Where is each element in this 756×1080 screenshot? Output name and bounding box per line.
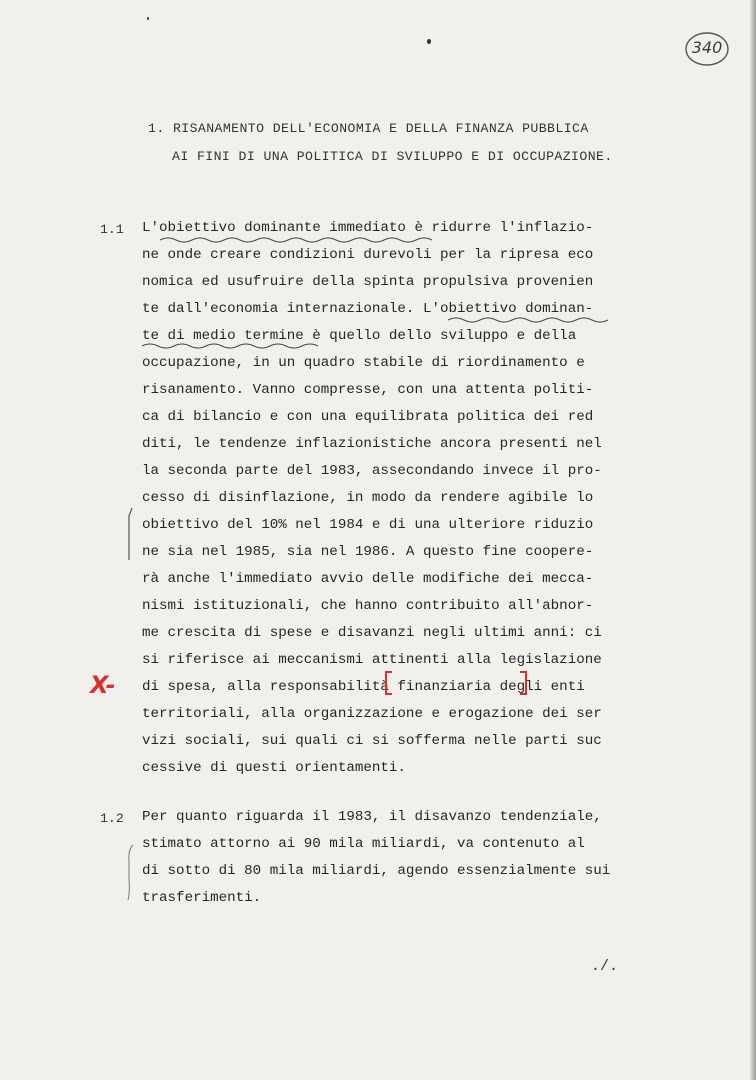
text-line: si riferisce ai meccanismi attinenti alla legislazione (142, 652, 602, 668)
text-line: me crescita di spese e disavanzi negli ultimi anni: ci (142, 625, 602, 641)
text-line: cessive di questi orientamenti. (142, 760, 406, 776)
margin-bracket-line (129, 508, 132, 560)
text-line: territoriali, alla organizzazione e erogazione dei ser (142, 706, 602, 722)
text-line: trasferimenti. (142, 890, 262, 906)
text-line: stimato attorno ai 90 mila miliardi, va contenuto al (142, 836, 585, 852)
heading-line-2: AI FINI DI UNA POLITICA DI SVILUPPO E DI OCCUPAZIONE. (172, 149, 613, 164)
text-line: L'obiettivo dominante immediato è ridurre l'inflazio- (142, 220, 594, 236)
text-line: vizi sociali, sui quali ci si sofferma nelle parti suc (142, 733, 602, 749)
margin-bracket-line (128, 845, 133, 900)
text-line: risanamento. Vanno compresse, con una attenta politi- (142, 382, 594, 398)
heading-line-1: 1. RISANAMENTO DELL'ECONOMIA E DELLA FINANZA PUBBLICA (148, 121, 589, 136)
wavy-underline (160, 238, 432, 242)
text-line: la seconda parte del 1983, assecondando invece il pro- (142, 463, 602, 479)
text-line: ne sia nel 1985, sia nel 1986. A questo fine coopere- (142, 544, 594, 560)
red-bracket-open (385, 671, 392, 695)
text-line: nismi istituzionali, che hanno contribuito all'abnor- (142, 598, 594, 614)
text-line: obiettivo del 10% nel 1984 e di una ulteriore riduzio (142, 517, 594, 533)
page-edge-shadow (750, 0, 756, 1080)
text-line: diti, le tendenze inflazionistiche ancora presenti nel (142, 436, 602, 452)
ink-speck (427, 39, 431, 44)
section-number: 1.1 (100, 222, 124, 237)
page-number: 340 (691, 38, 723, 57)
red-bracket-close (520, 671, 527, 695)
text-line: di sotto di 80 mila miliardi, agendo essenzialmente sui (142, 863, 611, 879)
red-margin-mark: X- (90, 671, 116, 699)
text-line: rà anche l'immediato avvio delle modifiche dei mecca- (142, 571, 594, 587)
page-number-stamp (684, 30, 730, 68)
ink-speck (147, 17, 149, 20)
section-number: 1.2 (100, 811, 124, 826)
text-line: te dall'economia internazionale. L'obiettivo dominan- (142, 301, 594, 317)
text-line: cesso di disinflazione, in modo da rendere agibile lo (142, 490, 594, 506)
wavy-underline (142, 344, 318, 348)
text-line: ca di bilancio e con una equilibrata politica dei red (142, 409, 594, 425)
text-line: nomica ed usufruire della spinta propulsiva provenien (142, 274, 594, 290)
wavy-underline (448, 318, 608, 322)
text-line: te di medio termine è quello dello sviluppo e della (142, 328, 577, 344)
text-line: di spesa, alla responsabilità finanziaria degli enti (142, 679, 585, 695)
text-line: occupazione, in un quadro stabile di riordinamento e (142, 355, 585, 371)
text-line: ne onde creare condizioni durevoli per la ripresa eco (142, 247, 594, 263)
continuation-mark: ./. (591, 958, 619, 975)
text-line: Per quanto riguarda il 1983, il disavanzo tendenziale, (142, 809, 602, 825)
